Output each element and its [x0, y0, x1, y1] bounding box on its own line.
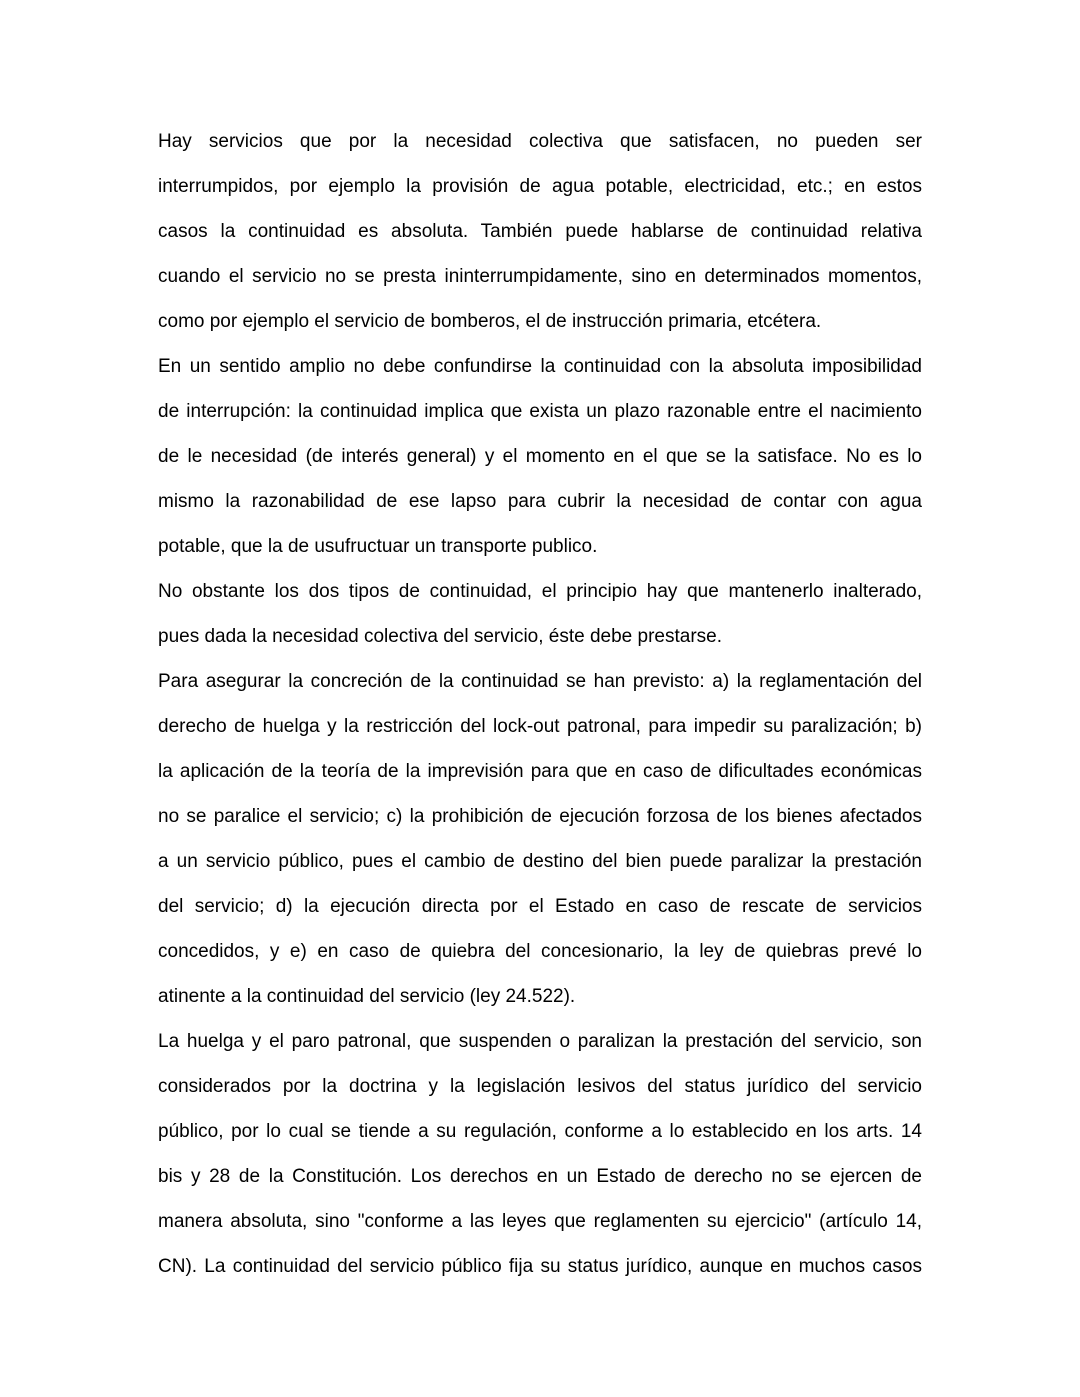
paragraph-4 [158, 659, 922, 1019]
paragraph-2 [158, 344, 922, 569]
text-line: no se paralice el servicio; c) la prohibición de ejecución forzosa de los bienes afectados [158, 806, 922, 827]
text-line: Para asegurar la concreción de la continuidad se han previsto: a) la reglamentación del [158, 671, 922, 692]
text-line: mismo la razonabilidad de ese lapso para cubrir la necesidad de contar con agua [158, 491, 922, 512]
text-line: pues dada la necesidad colectiva del servicio, éste debe prestarse. [158, 626, 723, 647]
text-line: de interrupción: la continuidad implica que exista un plazo razonable entre el nacimiento [158, 401, 922, 422]
text-line: casos la continuidad es absoluta. También puede hablarse de continuidad relativa [158, 221, 922, 242]
text-line: En un sentido amplio no debe confundirse la continuidad con la absoluta imposibilidad [158, 356, 922, 377]
text-line: interrumpidos, por ejemplo la provisión de agua potable, electricidad, etc.; en estos [158, 176, 922, 197]
text-line: a un servicio público, pues el cambio de destino del bien puede paralizar la prestación [158, 851, 922, 872]
text-line: potable, que la de usufructuar un transporte publico. [158, 536, 598, 557]
text-line: atinente a la continuidad del servicio (ley 24.522). [158, 986, 576, 1007]
text-line: como por ejemplo el servicio de bomberos, el de instrucción primaria, etcétera. [158, 311, 822, 332]
text-line: No obstante los dos tipos de continuidad, el principio hay que mantenerlo inalterado, [158, 581, 922, 602]
paragraph-1 [158, 119, 922, 344]
document-body [158, 119, 922, 1289]
paragraph-3 [158, 569, 922, 659]
text-line: CN). La continuidad del servicio público fija su status jurídico, aunque en muchos casos [158, 1256, 922, 1277]
text-line: La huelga y el paro patronal, que suspenden o paralizan la prestación del servicio, son [158, 1031, 922, 1052]
paragraph-5 [158, 1019, 922, 1289]
text-line: concedidos, y e) en caso de quiebra del concesionario, la ley de quiebras prevé lo [158, 941, 922, 962]
text-line: cuando el servicio no se presta ininterrumpidamente, sino en determinados momentos, [158, 266, 922, 287]
text-line: del servicio; d) la ejecución directa por el Estado en caso de rescate de servicios [158, 896, 922, 917]
text-line: de le necesidad (de interés general) y el momento en el que se la satisface. No es lo [158, 446, 922, 467]
text-line: la aplicación de la teoría de la imprevisión para que en caso de dificultades económicas [158, 761, 922, 782]
text-line: derecho de huelga y la restricción del lock-out patronal, para impedir su paralización; b) [158, 716, 922, 737]
text-line: manera absoluta, sino "conforme a las leyes que reglamenten su ejercicio" (artículo 14, [158, 1211, 922, 1232]
text-line: considerados por la doctrina y la legislación lesivos del status jurídico del servicio [158, 1076, 922, 1097]
text-line: público, por lo cual se tiende a su regulación, conforme a lo establecido en los arts. 14 [158, 1121, 922, 1142]
text-line: Hay servicios que por la necesidad colectiva que satisfacen, no pueden ser [158, 131, 922, 152]
text-line: bis y 28 de la Constitución. Los derechos en un Estado de derecho no se ejercen de [158, 1166, 922, 1187]
